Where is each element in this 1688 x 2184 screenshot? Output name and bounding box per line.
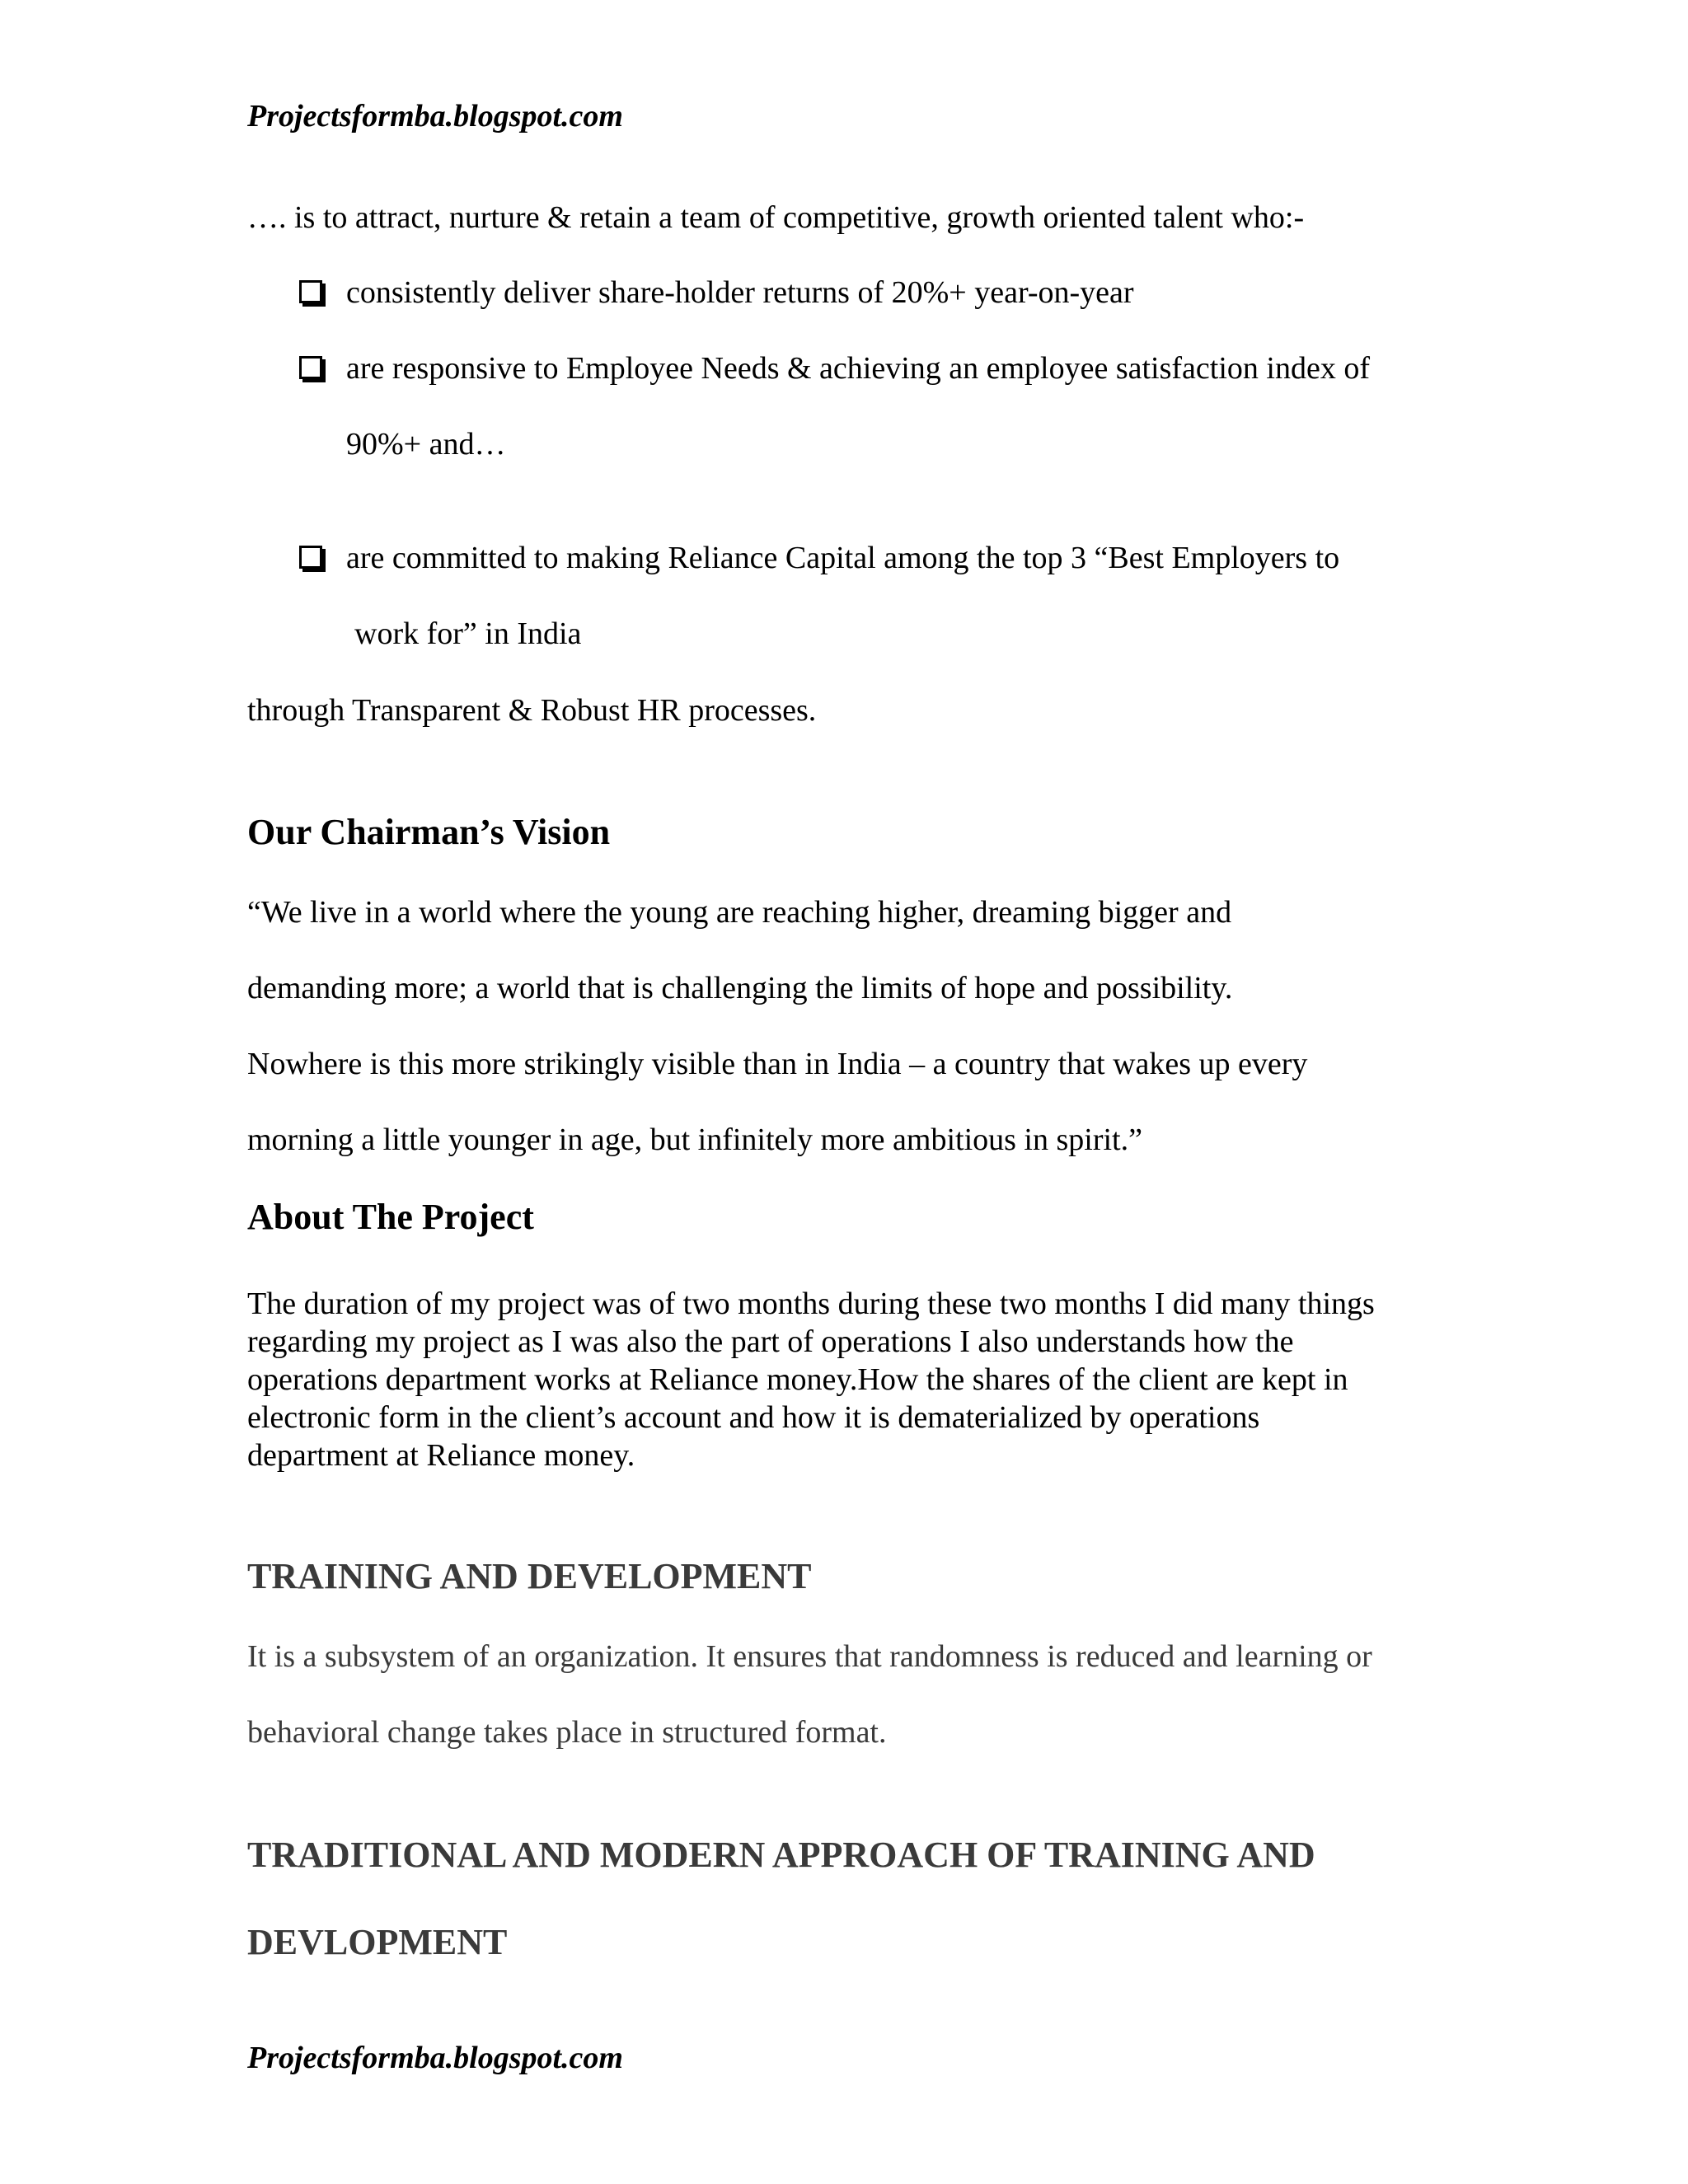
- about-paragraph-line: regarding my project as I was also the part of operations I also understands how the: [247, 1324, 1294, 1359]
- training-paragraph-line: behavioral change takes place in structured format.: [247, 1715, 887, 1750]
- chairman-heading: Our Chairman’s Vision: [247, 812, 611, 852]
- checkbox-bullet-icon: [299, 546, 322, 569]
- bullet-2-text-cont: 90%+ and…: [346, 427, 506, 462]
- about-paragraph-line: The duration of my project was of two months during these two months I did many things: [247, 1286, 1375, 1321]
- chairman-quote-line: demanding more; a world that is challenging the limits of hope and possibility.: [247, 971, 1233, 1005]
- bullet-3-text-cont: work for” in India: [354, 616, 582, 651]
- about-paragraph-line: electronic form in the client’s account and how it is dematerialized by operations: [247, 1400, 1260, 1435]
- approach-heading-cont: DEVLOPMENT: [247, 1922, 508, 1962]
- closing-line: through Transparent & Robust HR processes.: [247, 693, 817, 728]
- checkbox-bullet-icon: [299, 356, 322, 379]
- chairman-quote-line: Nowhere is this more strikingly visible than in India – a country that wakes up every: [247, 1047, 1308, 1081]
- about-heading: About The Project: [247, 1197, 534, 1237]
- about-paragraph-line: operations department works at Reliance money.How the shares of the client are kept in: [247, 1362, 1348, 1397]
- intro-line: …. is to attract, nurture & retain a team of competitive, growth oriented talent who:-: [247, 200, 1305, 235]
- about-paragraph-line: department at Reliance money.: [247, 1438, 635, 1473]
- bullet-3-text: are committed to making Reliance Capital among the top 3 “Best Employers to: [346, 541, 1340, 575]
- bullet-2-text: are responsive to Employee Needs & achieving an employee satisfaction index of: [346, 351, 1370, 386]
- chairman-quote-line: “We live in a world where the young are reaching higher, dreaming bigger and: [247, 895, 1232, 930]
- checkbox-bullet-icon: [299, 280, 322, 303]
- approach-heading: TRADITIONAL AND MODERN APPROACH OF TRAINING AND: [247, 1835, 1315, 1875]
- training-paragraph-line: It is a subsystem of an organization. It ensures that randomness is reduced and learning or: [247, 1639, 1372, 1674]
- page-header: Projectsformba.blogspot.com: [247, 99, 623, 134]
- page-footer: Projectsformba.blogspot.com: [247, 2041, 623, 2075]
- training-heading: TRAINING AND DEVELOPMENT: [247, 1556, 812, 1596]
- chairman-quote-line: morning a little younger in age, but infinitely more ambitious in spirit.”: [247, 1122, 1142, 1157]
- bullet-1-text: consistently deliver share-holder returns of 20%+ year-on-year: [346, 275, 1134, 310]
